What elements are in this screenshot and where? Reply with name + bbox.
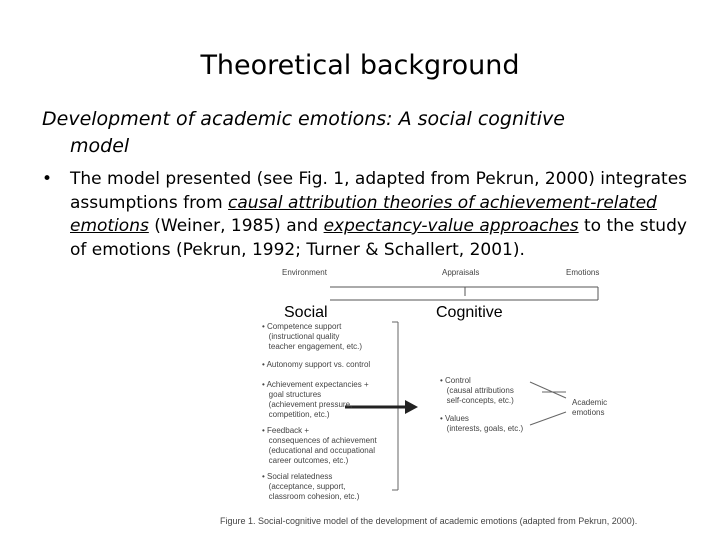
env-item-autonomy: • Autonomy support vs. control	[262, 360, 371, 369]
env-item-feedback: • Feedback + consequences of achievement (educational and occupational career outcomes, etc.)	[262, 426, 377, 465]
bullet-text-part-3: to the study of emotions (Pekrun, 1992; Turner & Schallert, 2001).	[70, 216, 687, 260]
link-expectancy-value: expectancy-value approaches	[323, 216, 579, 236]
label-cognitive: Cognitive	[436, 304, 503, 321]
subtitle-line-2: model	[70, 135, 130, 157]
arrow-control-emotions	[530, 382, 566, 398]
appraisal-item-control: • Control (causal attributions self-concepts, etc.)	[440, 376, 514, 405]
appraisal-item-values: • Values (interests, goals, etc.)	[440, 414, 524, 433]
bullet-text-part-2: (Weiner, 1985) and	[148, 216, 324, 236]
env-item-competence: • Competence support (instructional quality teacher engagement, etc.)	[262, 322, 363, 351]
bullet-text-part-1: The model presented (see Fig. 1, adapted from Pekrun, 2000) integrates assumptions from	[70, 169, 688, 213]
emotion-item-academic: Academic emotions	[572, 398, 608, 417]
arrow-values-emotions	[530, 412, 566, 425]
header-appraisals: Appraisals	[442, 268, 480, 277]
slide-title: Theoretical background	[200, 50, 520, 81]
bullet-icon: •	[42, 169, 53, 189]
header-environment: Environment	[282, 268, 327, 277]
link-causal-attribution: causal attribution theories of achievement-related emotions	[70, 192, 657, 236]
subtitle-line-1: Development of academic emotions: A social cognitive	[42, 108, 565, 130]
env-item-expectancies: • Achievement expectancies + goal structures (achievement pressure, competition, etc.)	[262, 380, 369, 419]
env-item-relatedness: • Social relatedness (acceptance, support, classroom cohesion, etc.)	[262, 472, 360, 501]
header-emotions: Emotions	[566, 268, 600, 277]
main-arrow-head	[405, 400, 418, 414]
figure-caption: Figure 1. Social-cognitive model of the development of academic emotions (adapted from Pekrun, 2000).	[220, 516, 638, 526]
label-social: Social	[284, 304, 328, 321]
